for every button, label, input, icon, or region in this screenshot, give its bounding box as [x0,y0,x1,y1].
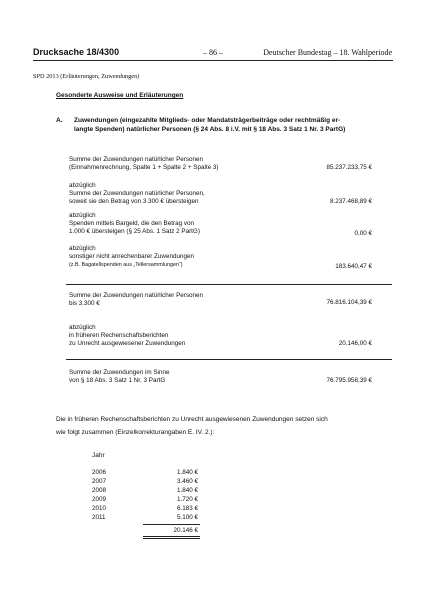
calc-row [69,212,200,236]
amount-cell: 6.183 € [176,505,198,512]
calc-row [69,245,194,269]
subtitle: SPD 2013 (Erläuterungen, Zuwendungen) [33,73,140,80]
calc-row-value: 85.237.233,75 € [326,164,372,171]
calc-row-line: von § 18 Abs. 3 Satz 1 Nr. 3 PartG [69,377,166,384]
calc-row-line: abzüglich [69,324,96,331]
year-cell: 2006 [92,469,107,476]
section-a-title-line1: Zuwendungen (eingezahlte Mitglieds- oder Mandatsträgerbeiträge oder rechtmäßig er- [74,117,341,124]
calc-row-line: (Einnahmenrechnung, Spalte 1 + Spalte 2 + Spalte 3) [69,164,219,171]
calc-row-value: 76.816.104,39 € [326,299,372,306]
page-header [33,47,119,57]
calc-row-line: Summe der Zuwendungen im Sinne [69,369,170,376]
calc-row-line: sonstiger nicht anrechenbarer Zuwendungen [69,253,194,260]
calc-row-value: 0,00 € [354,230,372,237]
calc-row-line: abzüglich [69,212,96,219]
year-cell: 2010 [92,505,107,512]
calc-row-value: 76.795.958,39 € [326,377,372,384]
publisher: Deutscher Bundestag – 18. Wahlperiode [263,48,392,57]
calc-row-line: bis 3.300 € [69,300,100,307]
amount-cell: 3.460 € [176,478,198,485]
section-heading: Gesonderte Ausweise und Erläuterungen [56,92,184,99]
calc-row-line: (z.B. Bagatellspenden aus „Tellersammlungen“) [69,262,183,268]
drucksache-label: Drucksache 18/ [33,47,100,57]
page-number: – 86 – [203,48,223,57]
calc-row-line: in früheren Rechenschaftsberichten [69,332,169,339]
header-rule [33,60,393,61]
calc-row-line: abzüglich [69,245,96,252]
section-a-title-line2: langte Spenden) natürlicher Personen (§ 24 Abs. 8 i.V. mit § 18 Abs. 3 Satz 1 Nr. 3 PartG) [74,126,346,133]
calc-row-line: Summe der Zuwendungen natürlicher Personen [69,156,204,163]
calc-row [69,324,185,348]
calc-row-line: zu Unrecht ausgewiesener Zuwendungen [69,340,186,347]
year-cell: 2011 [92,514,106,521]
explanation-line2: wie folgt zusammen (Einzelkorrekturangaben E. IV. 2.): [56,429,215,436]
total-amount: 20.146 € [173,527,198,534]
calc-row-line: 1.000 € übersteigen (§ 25 Abs. 1 Satz 2 PartG) [69,228,200,235]
calc-row-line: soweit sie den Betrag von 3.300 € übersteigen [69,198,199,205]
divider [66,359,392,360]
year-cell: 2009 [92,496,107,503]
amount-cell: 1.720 € [176,496,198,503]
calc-row-value: 8.237.468,89 € [329,198,372,205]
calc-row-line: Summe der Zuwendungen natürlicher Personen, [69,190,205,197]
total-rule [143,524,200,525]
calc-row-line: Summe der Zuwendungen natürlicher Personen [69,292,204,299]
calc-row-value: 20.146,00 € [338,340,372,347]
year-cell: 2008 [92,487,107,494]
explanation-line1: Die in früheren Rechenschaftsberichten zu Unrecht ausgewiesenen Zuwendungen setzen sich [56,416,328,423]
total-double-rule [143,536,200,537]
calc-row [69,156,218,172]
drucksache-number: 4300 [99,47,120,57]
section-a-marker: A. [56,117,63,124]
year-cell: 2007 [92,478,107,485]
calc-row [69,182,205,206]
year-table-header: Jahr [92,452,105,459]
amount-cell: 1.840 € [176,487,198,494]
calc-row-line: abzüglich [69,182,96,189]
amount-cell: 1.840 € [176,469,198,476]
total-double-rule [143,538,200,539]
calc-row [69,292,203,308]
amount-cell: 5.100 € [176,514,198,521]
calc-row-value: 183.640,47 € [335,263,372,270]
calc-row-line: Spenden mittels Bargeld, die den Betrag von [69,220,194,227]
calc-row [69,369,169,385]
divider [66,284,392,285]
